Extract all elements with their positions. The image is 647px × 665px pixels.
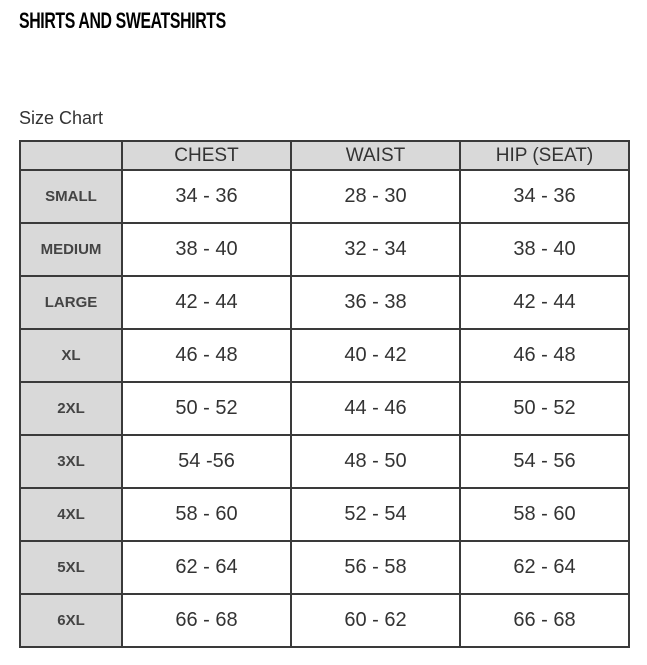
- chest-cell: 50 - 52: [122, 382, 291, 435]
- size-label: 5XL: [20, 541, 122, 594]
- chest-cell: 34 - 36: [122, 170, 291, 223]
- hip-cell: 54 - 56: [460, 435, 629, 488]
- chest-cell: 66 - 68: [122, 594, 291, 647]
- chest-cell: 42 - 44: [122, 276, 291, 329]
- hip-cell: 62 - 64: [460, 541, 629, 594]
- table-row: [20, 223, 629, 276]
- hip-cell: 66 - 68: [460, 594, 629, 647]
- size-label: 2XL: [20, 382, 122, 435]
- column-header-waist: WAIST: [291, 141, 460, 170]
- hip-cell: 38 - 40: [460, 223, 629, 276]
- size-chart-table: [19, 140, 630, 648]
- waist-cell: 40 - 42: [291, 329, 460, 382]
- chest-cell: 58 - 60: [122, 488, 291, 541]
- size-label: 4XL: [20, 488, 122, 541]
- table-row: [20, 329, 629, 382]
- size-chart-body: [20, 170, 629, 647]
- size-label: 3XL: [20, 435, 122, 488]
- chest-cell: 62 - 64: [122, 541, 291, 594]
- column-header-hip: HIP (SEAT): [460, 141, 629, 170]
- column-header-chest: CHEST: [122, 141, 291, 170]
- table-row: [20, 170, 629, 223]
- table-row: [20, 594, 629, 647]
- size-chart-heading: Size Chart: [19, 108, 104, 128]
- hip-cell: 46 - 48: [460, 329, 629, 382]
- table-row: [20, 541, 629, 594]
- chest-cell: 54 -56: [122, 435, 291, 488]
- waist-cell: 44 - 46: [291, 382, 460, 435]
- waist-cell: 36 - 38: [291, 276, 460, 329]
- chest-cell: 46 - 48: [122, 329, 291, 382]
- table-row: [20, 488, 629, 541]
- waist-cell: 60 - 62: [291, 594, 460, 647]
- hip-cell: 42 - 44: [460, 276, 629, 329]
- waist-cell: 32 - 34: [291, 223, 460, 276]
- size-chart-header: [20, 141, 629, 170]
- size-label: 6XL: [20, 594, 122, 647]
- corner-cell: [20, 141, 122, 170]
- hip-cell: 34 - 36: [460, 170, 629, 223]
- waist-cell: 56 - 58: [291, 541, 460, 594]
- table-row: [20, 276, 629, 329]
- table-row: [20, 435, 629, 488]
- size-label: XL: [20, 329, 122, 382]
- table-row: [20, 382, 629, 435]
- waist-cell: 28 - 30: [291, 170, 460, 223]
- page-title: SHIRTS AND SWEATSHIRTS: [19, 8, 226, 33]
- waist-cell: 48 - 50: [291, 435, 460, 488]
- hip-cell: 58 - 60: [460, 488, 629, 541]
- size-label: SMALL: [20, 170, 122, 223]
- hip-cell: 50 - 52: [460, 382, 629, 435]
- header-row: [20, 141, 629, 170]
- size-label: MEDIUM: [20, 223, 122, 276]
- size-label: LARGE: [20, 276, 122, 329]
- chest-cell: 38 - 40: [122, 223, 291, 276]
- waist-cell: 52 - 54: [291, 488, 460, 541]
